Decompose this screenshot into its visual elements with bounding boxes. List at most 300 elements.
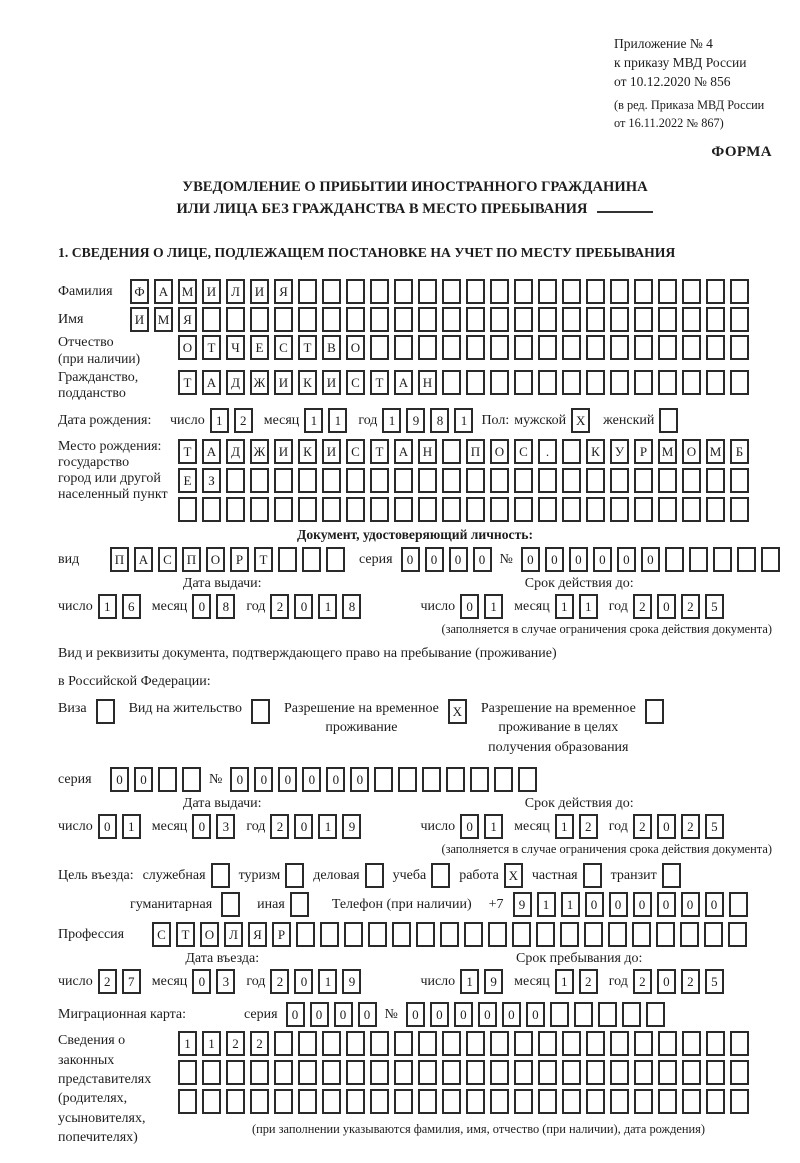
char-cell[interactable]: 0 <box>192 814 211 839</box>
char-cell[interactable]: О <box>206 547 225 572</box>
char-cell[interactable]: 0 <box>593 547 612 572</box>
char-cell[interactable]: X <box>448 699 467 724</box>
char-cell[interactable] <box>658 468 677 493</box>
char-cell[interactable] <box>346 307 365 332</box>
char-cell[interactable]: 9 <box>342 969 361 994</box>
char-cell[interactable]: 8 <box>216 594 235 619</box>
char-cell[interactable] <box>346 279 365 304</box>
char-cell[interactable] <box>398 767 417 792</box>
char-cell[interactable]: А <box>394 370 413 395</box>
char-cell[interactable]: М <box>706 439 725 464</box>
char-cell[interactable]: Т <box>298 335 317 360</box>
char-cell[interactable]: 0 <box>521 547 540 572</box>
char-cell[interactable] <box>346 1031 365 1056</box>
char-cell[interactable] <box>550 1002 569 1027</box>
char-cell[interactable]: 3 <box>216 814 235 839</box>
char-cell[interactable] <box>706 335 725 360</box>
char-cell[interactable] <box>394 468 413 493</box>
char-cell[interactable]: А <box>154 279 173 304</box>
char-cell[interactable] <box>682 307 701 332</box>
char-cell[interactable] <box>274 1089 293 1114</box>
char-cell[interactable]: С <box>158 547 177 572</box>
char-cell[interactable] <box>466 335 485 360</box>
char-cell[interactable] <box>202 497 221 522</box>
char-cell[interactable] <box>202 307 221 332</box>
char-cell[interactable]: Л <box>226 279 245 304</box>
char-cell[interactable] <box>178 1089 197 1114</box>
char-cell[interactable] <box>562 279 581 304</box>
char-cell[interactable]: 0 <box>192 594 211 619</box>
char-cell[interactable]: В <box>322 335 341 360</box>
char-cell[interactable]: 0 <box>230 767 249 792</box>
char-cell[interactable] <box>322 307 341 332</box>
char-cell[interactable] <box>418 307 437 332</box>
char-cell[interactable]: 0 <box>350 767 369 792</box>
char-cell[interactable] <box>442 1089 461 1114</box>
char-cell[interactable] <box>322 1031 341 1056</box>
char-cell[interactable] <box>730 307 749 332</box>
char-cell[interactable]: С <box>274 335 293 360</box>
char-cell[interactable]: 0 <box>294 594 313 619</box>
char-cell[interactable]: 1 <box>202 1031 221 1056</box>
char-cell[interactable]: И <box>322 370 341 395</box>
char-cell[interactable]: М <box>178 279 197 304</box>
char-cell[interactable] <box>274 497 293 522</box>
char-cell[interactable] <box>370 307 389 332</box>
char-cell[interactable]: 1 <box>579 594 598 619</box>
char-cell[interactable]: 8 <box>430 408 449 433</box>
char-cell[interactable]: Р <box>230 547 249 572</box>
char-cell[interactable] <box>583 863 602 888</box>
char-cell[interactable]: 0 <box>110 767 129 792</box>
char-cell[interactable] <box>574 1002 593 1027</box>
char-cell[interactable]: 0 <box>705 892 724 917</box>
char-cell[interactable] <box>274 468 293 493</box>
char-cell[interactable]: Ж <box>250 439 269 464</box>
char-cell[interactable] <box>586 497 605 522</box>
char-cell[interactable] <box>682 279 701 304</box>
char-cell[interactable] <box>634 1089 653 1114</box>
char-cell[interactable] <box>418 1031 437 1056</box>
char-cell[interactable]: Ф <box>130 279 149 304</box>
char-cell[interactable]: А <box>394 439 413 464</box>
char-cell[interactable] <box>202 1089 221 1114</box>
char-cell[interactable] <box>586 1031 605 1056</box>
char-cell[interactable]: 0 <box>334 1002 353 1027</box>
char-cell[interactable]: П <box>110 547 129 572</box>
char-cell[interactable] <box>634 279 653 304</box>
char-cell[interactable]: Т <box>178 370 197 395</box>
char-cell[interactable] <box>610 1031 629 1056</box>
char-cell[interactable]: И <box>322 439 341 464</box>
char-cell[interactable] <box>226 307 245 332</box>
char-cell[interactable]: 1 <box>122 814 141 839</box>
char-cell[interactable] <box>490 1060 509 1085</box>
char-cell[interactable] <box>442 370 461 395</box>
char-cell[interactable] <box>370 1089 389 1114</box>
char-cell[interactable] <box>682 497 701 522</box>
char-cell[interactable] <box>346 497 365 522</box>
char-cell[interactable] <box>490 307 509 332</box>
char-cell[interactable] <box>320 922 339 947</box>
char-cell[interactable] <box>658 497 677 522</box>
char-cell[interactable] <box>586 1060 605 1085</box>
char-cell[interactable] <box>562 468 581 493</box>
char-cell[interactable]: 9 <box>513 892 532 917</box>
char-cell[interactable]: М <box>154 307 173 332</box>
char-cell[interactable] <box>706 1031 725 1056</box>
char-cell[interactable] <box>645 699 664 724</box>
char-cell[interactable]: 2 <box>250 1031 269 1056</box>
char-cell[interactable]: 0 <box>286 1002 305 1027</box>
char-cell[interactable]: 0 <box>657 969 676 994</box>
char-cell[interactable]: 0 <box>430 1002 449 1027</box>
char-cell[interactable] <box>562 1031 581 1056</box>
char-cell[interactable] <box>370 335 389 360</box>
char-cell[interactable]: 0 <box>310 1002 329 1027</box>
char-cell[interactable] <box>610 335 629 360</box>
char-cell[interactable] <box>298 468 317 493</box>
char-cell[interactable]: 0 <box>633 892 652 917</box>
char-cell[interactable]: 1 <box>98 594 117 619</box>
char-cell[interactable] <box>490 1031 509 1056</box>
char-cell[interactable] <box>211 863 230 888</box>
char-cell[interactable] <box>442 307 461 332</box>
char-cell[interactable]: 1 <box>484 594 503 619</box>
char-cell[interactable] <box>466 1089 485 1114</box>
char-cell[interactable]: А <box>202 439 221 464</box>
char-cell[interactable] <box>538 1060 557 1085</box>
char-cell[interactable]: Р <box>272 922 291 947</box>
char-cell[interactable] <box>610 1060 629 1085</box>
char-cell[interactable]: 1 <box>304 408 323 433</box>
char-cell[interactable]: А <box>202 370 221 395</box>
char-cell[interactable] <box>622 1002 641 1027</box>
char-cell[interactable] <box>536 922 555 947</box>
char-cell[interactable] <box>418 279 437 304</box>
char-cell[interactable]: О <box>200 922 219 947</box>
char-cell[interactable] <box>682 468 701 493</box>
char-cell[interactable]: 0 <box>473 547 492 572</box>
char-cell[interactable]: Д <box>226 439 245 464</box>
char-cell[interactable] <box>394 1060 413 1085</box>
char-cell[interactable] <box>418 1089 437 1114</box>
char-cell[interactable] <box>178 497 197 522</box>
char-cell[interactable] <box>394 497 413 522</box>
char-cell[interactable] <box>562 1060 581 1085</box>
char-cell[interactable]: 1 <box>555 814 574 839</box>
char-cell[interactable]: . <box>538 439 557 464</box>
char-cell[interactable] <box>250 468 269 493</box>
char-cell[interactable] <box>680 922 699 947</box>
char-cell[interactable] <box>418 1060 437 1085</box>
char-cell[interactable] <box>466 307 485 332</box>
char-cell[interactable] <box>442 1060 461 1085</box>
char-cell[interactable]: 2 <box>270 969 289 994</box>
char-cell[interactable] <box>470 767 489 792</box>
char-cell[interactable] <box>682 370 701 395</box>
char-cell[interactable]: 6 <box>122 594 141 619</box>
char-cell[interactable]: Е <box>178 468 197 493</box>
char-cell[interactable] <box>682 1031 701 1056</box>
char-cell[interactable] <box>418 468 437 493</box>
char-cell[interactable] <box>370 468 389 493</box>
char-cell[interactable] <box>634 1031 653 1056</box>
char-cell[interactable] <box>344 922 363 947</box>
char-cell[interactable] <box>730 497 749 522</box>
char-cell[interactable]: 1 <box>454 408 473 433</box>
char-cell[interactable] <box>442 279 461 304</box>
char-cell[interactable]: 0 <box>641 547 660 572</box>
char-cell[interactable]: 0 <box>454 1002 473 1027</box>
char-cell[interactable]: 1 <box>555 969 574 994</box>
char-cell[interactable] <box>490 279 509 304</box>
char-cell[interactable] <box>394 279 413 304</box>
char-cell[interactable]: 0 <box>460 814 479 839</box>
char-cell[interactable] <box>659 408 678 433</box>
char-cell[interactable] <box>634 468 653 493</box>
char-cell[interactable] <box>370 1060 389 1085</box>
char-cell[interactable]: О <box>682 439 701 464</box>
char-cell[interactable] <box>706 307 725 332</box>
char-cell[interactable] <box>322 1089 341 1114</box>
char-cell[interactable] <box>514 335 533 360</box>
char-cell[interactable]: 5 <box>705 594 724 619</box>
char-cell[interactable] <box>250 1089 269 1114</box>
char-cell[interactable]: О <box>178 335 197 360</box>
char-cell[interactable] <box>322 279 341 304</box>
char-cell[interactable] <box>610 370 629 395</box>
char-cell[interactable]: 0 <box>526 1002 545 1027</box>
char-cell[interactable]: Д <box>226 370 245 395</box>
char-cell[interactable] <box>706 468 725 493</box>
char-cell[interactable]: 0 <box>657 814 676 839</box>
char-cell[interactable] <box>634 335 653 360</box>
char-cell[interactable]: 0 <box>406 1002 425 1027</box>
char-cell[interactable] <box>440 922 459 947</box>
char-cell[interactable]: И <box>130 307 149 332</box>
char-cell[interactable] <box>706 279 725 304</box>
char-cell[interactable] <box>518 767 537 792</box>
char-cell[interactable] <box>730 1060 749 1085</box>
char-cell[interactable]: 0 <box>460 594 479 619</box>
char-cell[interactable]: С <box>346 439 365 464</box>
char-cell[interactable]: 1 <box>328 408 347 433</box>
char-cell[interactable] <box>466 497 485 522</box>
char-cell[interactable] <box>586 468 605 493</box>
char-cell[interactable]: А <box>134 547 153 572</box>
char-cell[interactable] <box>730 335 749 360</box>
char-cell[interactable] <box>490 1089 509 1114</box>
char-cell[interactable] <box>278 547 297 572</box>
char-cell[interactable] <box>466 370 485 395</box>
char-cell[interactable] <box>422 767 441 792</box>
char-cell[interactable]: 0 <box>502 1002 521 1027</box>
char-cell[interactable] <box>682 335 701 360</box>
char-cell[interactable]: 2 <box>226 1031 245 1056</box>
char-cell[interactable] <box>226 468 245 493</box>
char-cell[interactable] <box>634 497 653 522</box>
char-cell[interactable] <box>202 1060 221 1085</box>
char-cell[interactable] <box>560 922 579 947</box>
char-cell[interactable]: П <box>466 439 485 464</box>
char-cell[interactable]: 2 <box>579 814 598 839</box>
char-cell[interactable]: 0 <box>294 814 313 839</box>
char-cell[interactable] <box>226 497 245 522</box>
char-cell[interactable]: О <box>490 439 509 464</box>
char-cell[interactable] <box>514 279 533 304</box>
char-cell[interactable] <box>682 1060 701 1085</box>
char-cell[interactable] <box>374 767 393 792</box>
char-cell[interactable] <box>370 279 389 304</box>
char-cell[interactable]: 1 <box>537 892 556 917</box>
char-cell[interactable] <box>250 307 269 332</box>
char-cell[interactable] <box>538 370 557 395</box>
char-cell[interactable] <box>538 468 557 493</box>
char-cell[interactable]: К <box>298 370 317 395</box>
char-cell[interactable] <box>274 1031 293 1056</box>
char-cell[interactable]: 0 <box>401 547 420 572</box>
char-cell[interactable] <box>706 497 725 522</box>
char-cell[interactable] <box>706 370 725 395</box>
char-cell[interactable] <box>689 547 708 572</box>
char-cell[interactable] <box>442 439 461 464</box>
char-cell[interactable] <box>514 307 533 332</box>
char-cell[interactable] <box>730 1031 749 1056</box>
char-cell[interactable] <box>658 307 677 332</box>
char-cell[interactable] <box>466 279 485 304</box>
char-cell[interactable]: 0 <box>192 969 211 994</box>
char-cell[interactable]: 2 <box>681 814 700 839</box>
char-cell[interactable] <box>608 922 627 947</box>
char-cell[interactable]: 0 <box>294 969 313 994</box>
char-cell[interactable] <box>662 863 681 888</box>
char-cell[interactable]: Я <box>178 307 197 332</box>
char-cell[interactable] <box>442 335 461 360</box>
char-cell[interactable] <box>490 497 509 522</box>
char-cell[interactable] <box>682 1089 701 1114</box>
char-cell[interactable] <box>442 468 461 493</box>
char-cell[interactable]: 0 <box>449 547 468 572</box>
char-cell[interactable] <box>646 1002 665 1027</box>
char-cell[interactable]: 0 <box>134 767 153 792</box>
char-cell[interactable]: З <box>202 468 221 493</box>
char-cell[interactable] <box>586 370 605 395</box>
char-cell[interactable] <box>490 370 509 395</box>
char-cell[interactable] <box>394 307 413 332</box>
char-cell[interactable] <box>274 307 293 332</box>
char-cell[interactable] <box>656 922 675 947</box>
char-cell[interactable]: 0 <box>569 547 588 572</box>
char-cell[interactable] <box>490 335 509 360</box>
char-cell[interactable] <box>704 922 723 947</box>
char-cell[interactable]: 0 <box>478 1002 497 1027</box>
char-cell[interactable]: С <box>514 439 533 464</box>
char-cell[interactable] <box>610 279 629 304</box>
char-cell[interactable] <box>226 1060 245 1085</box>
char-cell[interactable] <box>562 439 581 464</box>
char-cell[interactable] <box>634 1060 653 1085</box>
char-cell[interactable]: 0 <box>254 767 273 792</box>
char-cell[interactable]: 1 <box>318 814 337 839</box>
char-cell[interactable] <box>562 335 581 360</box>
char-cell[interactable] <box>418 335 437 360</box>
char-cell[interactable] <box>221 892 240 917</box>
char-cell[interactable]: 2 <box>98 969 117 994</box>
char-cell[interactable] <box>285 863 304 888</box>
char-cell[interactable] <box>538 307 557 332</box>
char-cell[interactable] <box>538 335 557 360</box>
char-cell[interactable] <box>466 468 485 493</box>
char-cell[interactable]: 1 <box>318 969 337 994</box>
char-cell[interactable]: 1 <box>318 594 337 619</box>
char-cell[interactable] <box>290 892 309 917</box>
char-cell[interactable] <box>226 1089 245 1114</box>
char-cell[interactable] <box>598 1002 617 1027</box>
char-cell[interactable] <box>737 547 756 572</box>
char-cell[interactable] <box>562 370 581 395</box>
char-cell[interactable] <box>178 1060 197 1085</box>
char-cell[interactable] <box>416 922 435 947</box>
char-cell[interactable] <box>488 922 507 947</box>
char-cell[interactable] <box>446 767 465 792</box>
char-cell[interactable]: К <box>298 439 317 464</box>
char-cell[interactable]: 9 <box>406 408 425 433</box>
char-cell[interactable] <box>584 922 603 947</box>
char-cell[interactable]: И <box>274 439 293 464</box>
char-cell[interactable]: М <box>658 439 677 464</box>
char-cell[interactable] <box>296 922 315 947</box>
char-cell[interactable]: 1 <box>178 1031 197 1056</box>
char-cell[interactable] <box>464 922 483 947</box>
char-cell[interactable] <box>466 1031 485 1056</box>
char-cell[interactable] <box>730 279 749 304</box>
char-cell[interactable]: П <box>182 547 201 572</box>
char-cell[interactable]: 0 <box>609 892 628 917</box>
char-cell[interactable] <box>96 699 115 724</box>
char-cell[interactable] <box>298 279 317 304</box>
char-cell[interactable] <box>418 497 437 522</box>
char-cell[interactable] <box>274 1060 293 1085</box>
char-cell[interactable] <box>514 1031 533 1056</box>
char-cell[interactable]: Т <box>370 439 389 464</box>
char-cell[interactable] <box>562 1089 581 1114</box>
char-cell[interactable] <box>658 279 677 304</box>
char-cell[interactable] <box>322 497 341 522</box>
char-cell[interactable] <box>442 1031 461 1056</box>
char-cell[interactable]: 2 <box>234 408 253 433</box>
char-cell[interactable]: Т <box>370 370 389 395</box>
char-cell[interactable]: Н <box>418 370 437 395</box>
char-cell[interactable]: И <box>274 370 293 395</box>
char-cell[interactable] <box>346 468 365 493</box>
char-cell[interactable] <box>490 468 509 493</box>
char-cell[interactable] <box>346 1060 365 1085</box>
char-cell[interactable]: 2 <box>681 594 700 619</box>
char-cell[interactable]: Я <box>248 922 267 947</box>
char-cell[interactable]: К <box>586 439 605 464</box>
char-cell[interactable] <box>298 1031 317 1056</box>
char-cell[interactable]: 2 <box>270 814 289 839</box>
char-cell[interactable]: X <box>571 408 590 433</box>
char-cell[interactable]: 0 <box>278 767 297 792</box>
char-cell[interactable] <box>494 767 513 792</box>
char-cell[interactable] <box>610 468 629 493</box>
char-cell[interactable] <box>298 307 317 332</box>
char-cell[interactable] <box>538 1031 557 1056</box>
char-cell[interactable]: Н <box>418 439 437 464</box>
char-cell[interactable] <box>730 370 749 395</box>
